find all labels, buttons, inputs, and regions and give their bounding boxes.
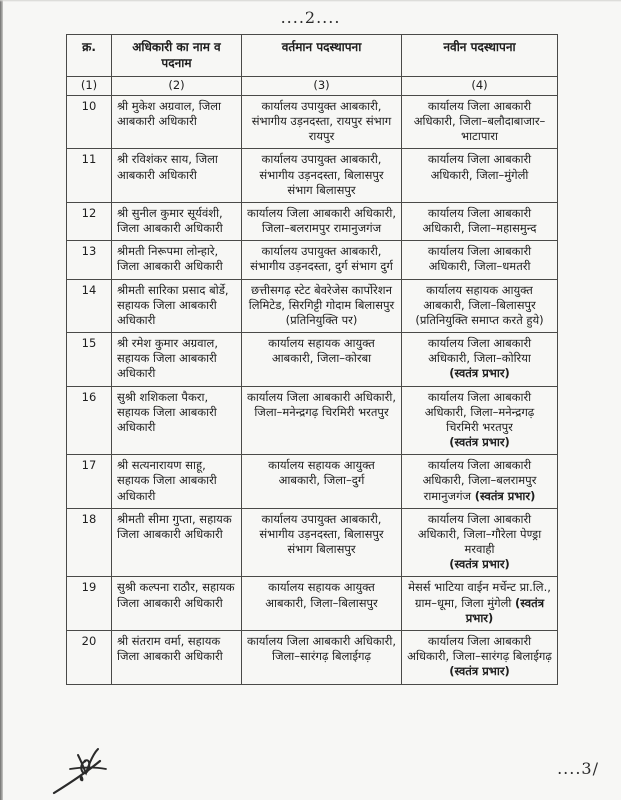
new-posting-cell <box>402 202 558 240</box>
current-posting-cell: कार्यालय जिला आबकारी अधिकारी, जिला–सारंगढ़ बिलाईगढ़ <box>242 630 402 684</box>
posting-text: कार्यालय सहायक आयुक्त आबकारी, जिला–बिलासपुर (प्रतिनियुक्ति समाप्त करते हुये) <box>415 282 544 327</box>
new-posting-cell <box>402 455 558 509</box>
table-row <box>67 577 558 631</box>
posting-text: मेसर्स भाटिया वाईन मर्चेन्ट प्रा.लि., ग्राम–धूमा, जिला मुंगेली <box>408 580 551 610</box>
current-posting-cell: कार्यालय उपायुक्त आबकारी, संभागीय उड़नदस्ता, रायपुर संभाग रायपुर <box>242 95 402 149</box>
page-number-bottom: ....3/ <box>557 759 599 778</box>
signature-mark-icon <box>48 743 158 798</box>
row-sno: 14 <box>67 279 112 333</box>
page-number-top: ....2.... <box>280 8 341 27</box>
row-sno: 19 <box>67 577 112 631</box>
row-sno: 10 <box>67 95 112 149</box>
scan-edge <box>0 0 3 800</box>
new-posting-cell <box>402 333 558 387</box>
officer-name-cell: श्री संतराम वर्मा, सहायक जिला आबकारी अधिकारी <box>112 630 242 684</box>
row-sno: 11 <box>67 149 112 203</box>
column-number: (1) <box>67 76 112 95</box>
new-posting-cell <box>402 149 558 203</box>
new-posting-cell <box>402 577 558 631</box>
row-sno: 17 <box>67 455 112 509</box>
current-posting-cell: कार्यालय सहायक आयुक्त आबकारी, जिला–बिलासपुर <box>242 577 402 631</box>
officer-name-cell: श्री रमेश कुमार अग्रवाल, सहायक जिला आबकारी अधिकारी <box>112 333 242 387</box>
table-row <box>67 241 558 279</box>
independent-charge-note: (स्वतंत्र प्रभार) <box>449 557 510 572</box>
table-row <box>67 455 558 509</box>
table-row <box>67 95 558 149</box>
new-posting-cell <box>402 241 558 279</box>
officer-name-cell: श्रीमती सारिका प्रसाद बोर्डे, सहायक जिला आबकारी अधिकारी <box>112 279 242 333</box>
independent-charge-note: (स्वतंत्र प्रभार) <box>449 435 510 450</box>
posting-text: कार्यालय जिला आबकारी अधिकारी, जिला–बलरामपुर रामानुजगंज <box>422 458 537 503</box>
table-body <box>67 95 558 684</box>
officer-name-cell: सुश्री कल्पना राठौर, सहायक जिला आबकारी अधिकारी <box>112 577 242 631</box>
row-sno: 18 <box>67 508 112 577</box>
officer-name-cell: श्री सुनील कुमार सूर्यवंशी, जिला आबकारी अधिकारी <box>112 202 242 240</box>
independent-charge-note: (स्वतंत्र प्रभार) <box>449 664 510 679</box>
new-posting-cell <box>402 386 558 455</box>
header-new-posting: नवीन पदस्थापना <box>402 35 558 77</box>
posting-text: कार्यालय जिला आबकारी अधिकारी, जिला–मनेन्द्रगढ़ चिरमिरी भरतपुर <box>424 389 535 434</box>
row-sno: 15 <box>67 333 112 387</box>
officer-name-cell: श्री सत्यनारायण साहू, सहायक जिला आबकारी अधिकारी <box>112 455 242 509</box>
table-row <box>67 202 558 240</box>
independent-charge-note: (स्वतंत्र प्रभार) <box>449 366 510 381</box>
new-posting-cell <box>402 508 558 577</box>
new-posting-cell <box>402 95 558 149</box>
current-posting-cell: कार्यालय उपायुक्त आबकारी, संभागीय उड़नदस्ता, बिलासपुर संभाग बिलासपुर <box>242 508 402 577</box>
current-posting-cell: कार्यालय जिला आबकारी अधिकारी, जिला–मनेन्द्रगढ़ चिरमिरी भरतपुर <box>242 386 402 455</box>
officer-name-cell: श्रीमती निरूपमा लोन्हारे, जिला आबकारी अधिकारी <box>112 241 242 279</box>
table-header-row <box>67 35 558 77</box>
table-row <box>67 279 558 333</box>
column-number: (4) <box>402 76 558 95</box>
officer-name-cell: श्री रविशंकर साय, जिला आबकारी अधिकारी <box>112 149 242 203</box>
current-posting-cell: कार्यालय सहायक आयुक्त आबकारी, जिला–कोरबा <box>242 333 402 387</box>
independent-charge-note: (स्वतंत्र प्रभार) <box>465 595 545 625</box>
table-row <box>67 333 558 387</box>
posting-text: कार्यालय जिला आबकारी अधिकारी, जिला–कोरिया <box>427 336 532 366</box>
posting-text: कार्यालय जिला आबकारी अधिकारी, जिला–सारंगढ़ बिलाईगढ़ <box>407 633 552 664</box>
officer-name-cell: सुश्री शशिकला पैकरा, सहायक जिला आबकारी अधिकारी <box>112 386 242 455</box>
scan-edge-top <box>0 0 621 2</box>
posting-text: कार्यालय जिला आबकारी अधिकारी, जिला–धमतरी <box>427 244 532 274</box>
officer-name-cell: श्री मुकेश अग्रवाल, जिला आबकारी अधिकारी <box>112 95 242 149</box>
new-posting-cell <box>402 279 558 333</box>
table-row <box>67 508 558 577</box>
officer-name-cell: श्रीमती सीमा गुप्ता, सहायक जिला आबकारी अधिकारी <box>112 508 242 577</box>
posting-text: कार्यालय जिला आबकारी अधिकारी, जिला–महासमुन्द <box>422 205 537 236</box>
current-posting-cell: कार्यालय जिला आबकारी अधिकारी, जिला–बलरामपुर रामानुजगंज <box>242 202 402 240</box>
table-row <box>67 149 558 203</box>
row-sno: 16 <box>67 386 112 455</box>
posting-text: कार्यालय जिला आबकारी अधिकारी, जिला–बलौदाबाजार–भाटापारा <box>413 98 546 144</box>
independent-charge-note: (स्वतंत्र प्रभार) <box>474 488 536 503</box>
transfer-order-table <box>66 34 558 685</box>
new-posting-cell <box>402 630 558 684</box>
column-number: (3) <box>242 76 402 95</box>
row-sno: 12 <box>67 202 112 240</box>
row-sno: 13 <box>67 241 112 279</box>
posting-text: कार्यालय जिला आबकारी अधिकारी, जिला–गौरेला पेण्ड्रा मरवाही <box>417 511 542 557</box>
header-sno: क्र. <box>67 35 112 77</box>
current-posting-cell: कार्यालय उपायुक्त आबकारी, संभागीय उड़नदस्ता, दुर्ग संभाग दुर्ग <box>242 241 402 279</box>
current-posting-cell: कार्यालय उपायुक्त आबकारी, संभागीय उड़नदस्ता, बिलासपुर संभाग बिलासपुर <box>242 149 402 203</box>
table-row <box>67 630 558 684</box>
header-current-posting: वर्तमान पदस्थापना <box>242 35 402 77</box>
table-row <box>67 386 558 455</box>
current-posting-cell: कार्यालय सहायक आयुक्त आबकारी, जिला–दुर्ग <box>242 455 402 509</box>
posting-text: कार्यालय जिला आबकारी अधिकारी, जिला–मुंगेली <box>427 152 532 182</box>
header-officer-name: अधिकारी का नाम व पदनाम <box>112 35 242 77</box>
column-number: (2) <box>112 76 242 95</box>
row-sno: 20 <box>67 630 112 684</box>
column-number-row <box>67 76 558 95</box>
current-posting-cell: छत्तीसगढ़ स्टेट बेवरेजेस कार्पोरेशन लिमिटेड, सिरगिट्टी गोदाम बिलासपुर (प्रतिनियुक्ति पर) <box>242 279 402 333</box>
